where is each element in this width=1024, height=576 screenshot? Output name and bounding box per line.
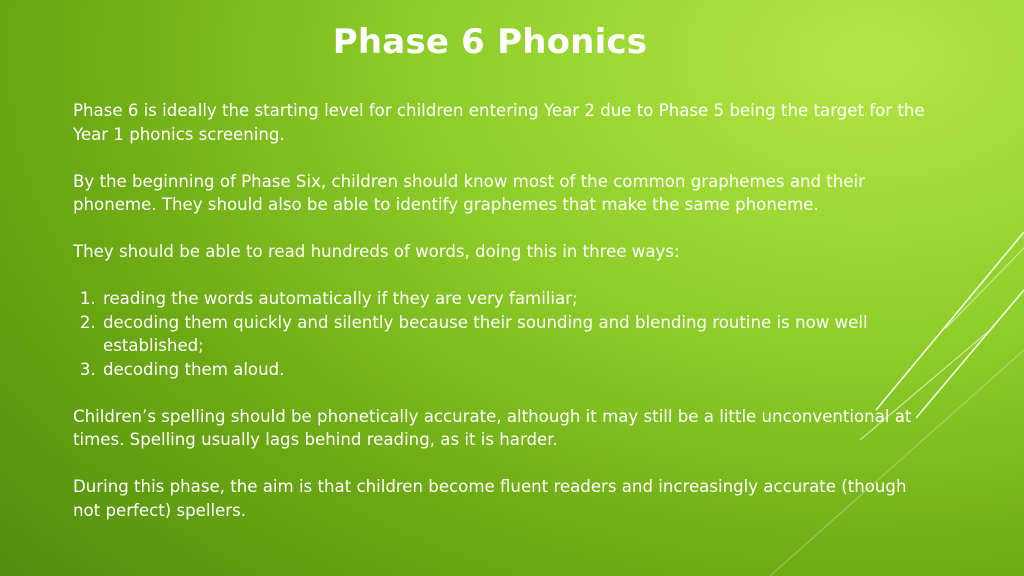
paragraph-phase-aim: During this phase, the aim is that children become fluent readers and increasingly accurate (though not perfect) spellers. — [73, 477, 907, 520]
deco-line-3 — [946, 248, 1024, 328]
reading-ways-list — [73, 287, 933, 381]
paragraph-spelling: Children’s spelling should be phonetically accurate, although it may still be a little unconventional at times. Spelling usually lags behind reading, as it is harder. — [73, 406, 912, 449]
slide-title: Phase 6 Phonics — [332, 22, 648, 62]
paragraph-reading-ways: They should be able to read hundreds of words, doing this in three ways: — [73, 242, 680, 261]
paragraph-graphemes: By the beginning of Phase Six, children should know most of the common graphemes and their phoneme. They should also be able to identify graphemes that make the same phoneme. — [73, 171, 865, 214]
list-item: 3. decoding them aloud. — [101, 358, 933, 382]
list-item: 1. reading the words automatically if they are very familiar; — [101, 287, 933, 311]
list-item: 2. decoding them quickly and silently because their sounding and blending routine is now well established; — [101, 311, 933, 358]
paragraph-intro: Phase 6 is ideally the starting level for children entering Year 2 due to Phase 5 being the target for the Year 1 phonics screening. — [73, 101, 925, 144]
slide-body — [73, 99, 933, 546]
